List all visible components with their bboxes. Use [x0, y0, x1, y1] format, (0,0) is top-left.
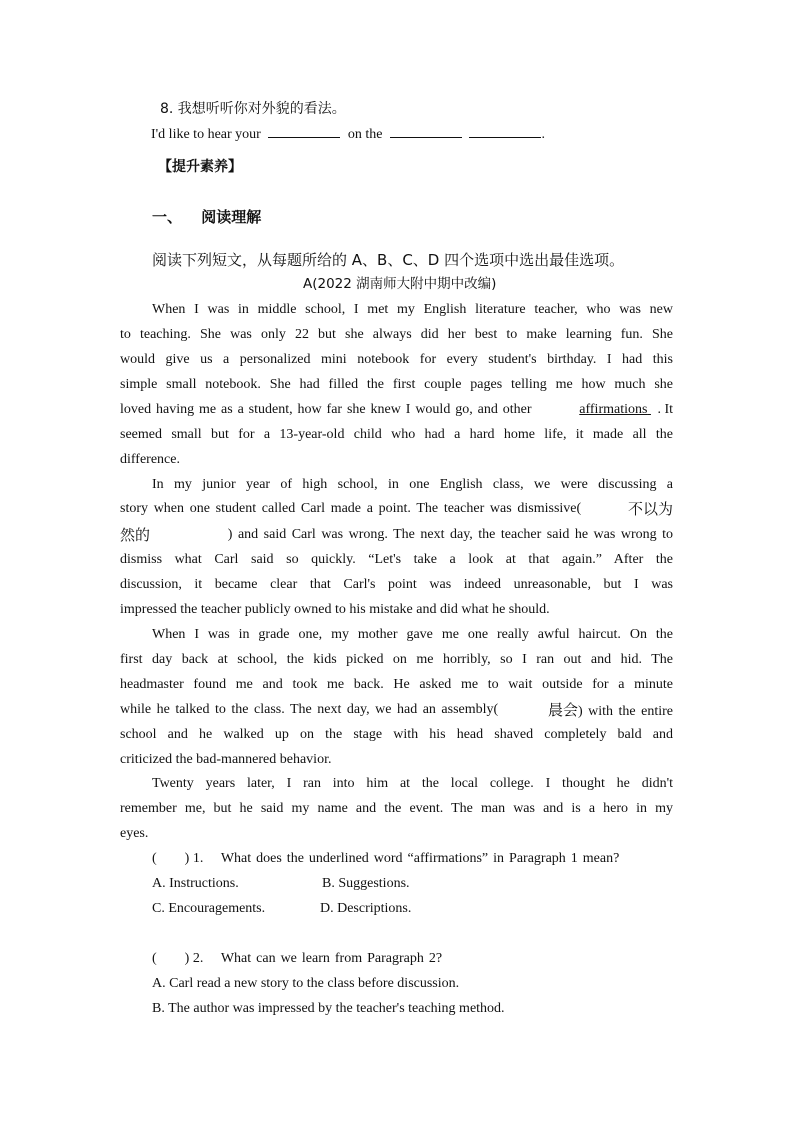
p4-line-2: remember me, but he said my name and the event. The man was and is a hero in my — [120, 801, 673, 816]
p2-line-6: impressed the teacher publicly owned to his mistake and did what he should. — [120, 602, 550, 617]
p2-line-3-cjk: 然的 — [120, 526, 151, 544]
p3-line-2: first day back at school, the kids picked on me horribly, so I ran out and hid. The — [120, 652, 673, 667]
q8-english-line — [151, 124, 545, 145]
q8-blank-3[interactable] — [469, 124, 541, 138]
q2-option-a[interactable]: A. Carl read a new story to the class before discussion. — [152, 976, 460, 991]
p3-line-3: headmaster found me and took me back. He asked me to wait outside for a minute — [120, 677, 673, 692]
p2-line-1: In my junior year of high school, in one English class, we were discussing a — [152, 477, 673, 492]
p1-line-6: seemed small but for a 13-year-old child who had a hard home life, it made all the — [120, 427, 673, 442]
p3-line-4-text: while he talked to the class. The next day, we had an assembly( — [120, 702, 499, 717]
question-1 — [152, 849, 619, 869]
q1-option-d[interactable]: D. Descriptions. — [320, 901, 412, 916]
q1-option-b[interactable]: B. Suggestions. — [322, 876, 410, 891]
p1-line-2: to teaching. She was only 22 but she always did her best to make learning fun. She — [120, 327, 673, 342]
p2-line-2-cjk: 不以为 — [627, 500, 673, 518]
p2-line-4: dismiss what Carl said so quickly. “Let's take a look at that again.” After the — [120, 552, 673, 567]
p3-line-4-end: ) with the entire — [577, 704, 673, 719]
p4-line-3: eyes. — [120, 826, 149, 841]
q1-number: 1. — [192, 851, 204, 866]
section-title: 阅读理解 — [201, 208, 262, 226]
p3-line-4-cjk: 晨会 — [547, 701, 578, 719]
p2-line-2 — [120, 499, 673, 519]
p4-line-1: Twenty years later, I ran into him at the local college. I thought he didn't — [152, 776, 673, 791]
q1-text: What does the underlined word “affirmations” in Paragraph 1 mean? — [220, 851, 620, 866]
q8-blank-1[interactable] — [268, 124, 340, 138]
q1-option-a[interactable]: A. Instructions. — [152, 876, 239, 891]
q2-option-b[interactable]: B. The author was impressed by the teacher's teaching method. — [152, 1001, 505, 1016]
q8-part2: on the — [347, 127, 383, 142]
p2-line-5: discussion, it became clear that Carl's point was indeed unreasonable, but I was — [120, 577, 673, 592]
q8-end: . — [541, 127, 545, 142]
question-2 — [152, 949, 442, 969]
q2-answer-bracket[interactable]: ( ) — [152, 951, 190, 966]
p1-line-3: would give us a personalized mini notebook for every student's birthday. I had this — [120, 352, 673, 367]
p3-line-4 — [120, 700, 673, 722]
q8-blank-2[interactable] — [390, 124, 462, 138]
p1-line-5-text: loved having me as a student, how far she knew I would go, and other — [120, 402, 532, 417]
section-number: 一、 — [152, 208, 183, 226]
q2-text: What can we learn from Paragraph 2? — [220, 951, 443, 966]
q1-option-c[interactable]: C. Encouragements. — [152, 901, 266, 916]
underlined-word-affirmations: affirmations — [579, 402, 648, 417]
p2-line-2-text: story when one student called Carl made a point. The teacher was dismissive( — [120, 501, 582, 516]
underline-tail — [647, 400, 657, 420]
section-tag: 【提升素养】 — [158, 159, 242, 175]
p3-line-1: When I was in grade one, my mother gave me one really awful haircut. On the — [152, 627, 673, 642]
instruction-text: 阅读下列短文，从每题所给的 A、B、C、D 四个选项中选出最佳选项。 — [152, 251, 625, 269]
p3-line-5: school and he walked up on the stage with his head shaved completely bald and — [120, 727, 673, 742]
p1-line-5-end: . It — [657, 402, 673, 417]
q8-chinese: 8. 我想听听你对外貌的看法。 — [160, 101, 346, 117]
q2-number: 2. — [192, 951, 204, 966]
passage-title: A(2022 湖南师大附中期中改编) — [303, 276, 497, 292]
p1-line-5 — [120, 400, 673, 420]
p1-line-1: When I was in middle school, I met my English literature teacher, who was new — [152, 302, 673, 317]
q8-part1: I'd like to hear your — [151, 127, 261, 142]
p1-line-7: difference. — [120, 452, 180, 467]
p2-line-3-text: ) and said Carl was wrong. The next day, the teacher said he was wrong to — [227, 527, 673, 542]
p2-line-3 — [120, 525, 673, 545]
p1-line-4: simple small notebook. She had filled the first couple pages telling me how much she — [120, 377, 673, 392]
section-heading — [152, 207, 261, 227]
q1-answer-bracket[interactable]: ( ) — [152, 851, 190, 866]
p3-line-6: criticized the bad-mannered behavior. — [120, 752, 332, 767]
